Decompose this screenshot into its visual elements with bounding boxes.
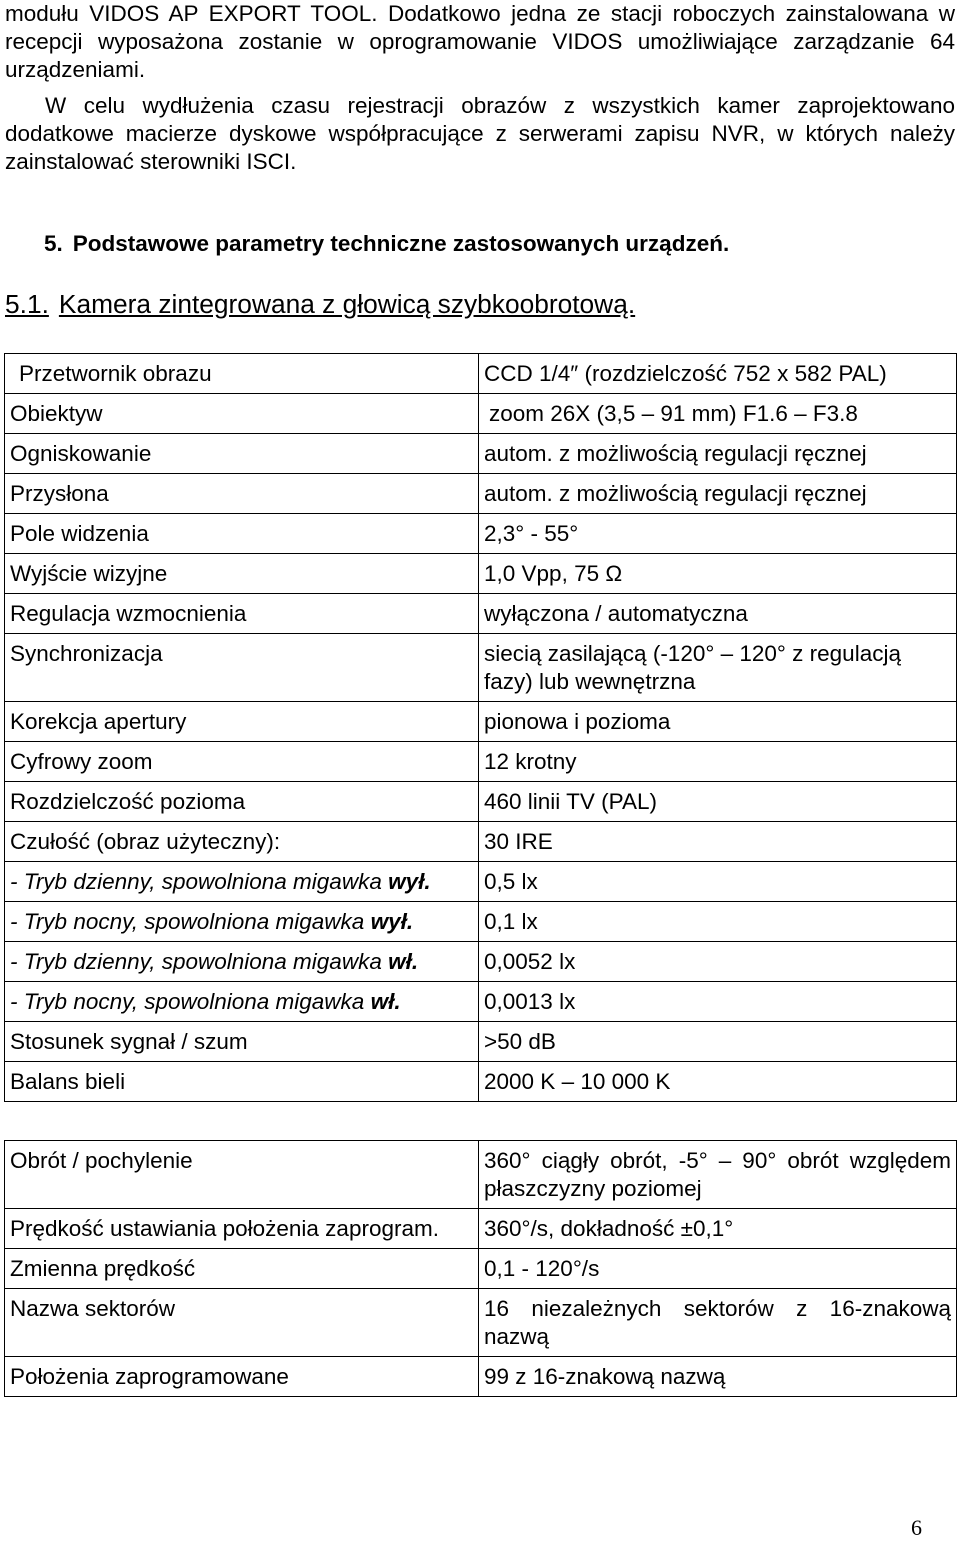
spec-label: Rozdzielczość pozioma — [5, 782, 479, 822]
table-row — [5, 354, 957, 394]
spec-label: Wyjście wizyjne — [5, 554, 479, 594]
table-row — [5, 1062, 957, 1102]
spec-value: 0,1 lx — [479, 902, 957, 942]
table-row — [5, 1141, 957, 1209]
spec-label — [5, 902, 479, 942]
table-row — [5, 1357, 957, 1397]
page-number: 6 — [911, 1515, 922, 1540]
spec-value: CCD 1/4″ (rozdzielczość 752 x 582 PAL) — [479, 354, 957, 394]
spec-value: 30 IRE — [479, 822, 957, 862]
spec-value: 16 niezależnych sektorów z 16-znakową nazwą — [479, 1289, 957, 1357]
spec-label: Prędkość ustawiania położenia zaprogram. — [5, 1209, 479, 1249]
spec-label-bold: wł. — [388, 949, 419, 974]
table-row — [5, 594, 957, 634]
paragraph-storage: W celu wydłużenia czasu rejestracji obrazów z wszystkich kamer zaprojektowano dodatkowe macierze dyskowe współpracujące z serwerami zapisu NVR, w których należy zainstalować sterowniki ISCI. — [5, 93, 955, 174]
spec-value: 2,3° - 55° — [479, 514, 957, 554]
table-row — [5, 1209, 957, 1249]
spec-label-bold: wył. — [388, 869, 431, 894]
spec-label — [5, 982, 479, 1022]
spec-label: Czułość (obraz użyteczny): — [5, 822, 479, 862]
spec-label: Pole widzenia — [5, 514, 479, 554]
table-row — [5, 554, 957, 594]
section-number: 5. — [44, 231, 63, 256]
spec-label-bold: wł. — [370, 989, 401, 1014]
spec-label-text: - Tryb nocny, spowolniona migawka — [10, 989, 371, 1014]
spec-value: autom. z możliwością regulacji ręcznej — [479, 474, 957, 514]
spec-label: Stosunek sygnał / szum — [5, 1022, 479, 1062]
table-row — [5, 902, 957, 942]
table-row — [5, 514, 957, 554]
spec-label: Regulacja wzmocnienia — [5, 594, 479, 634]
table-row — [5, 634, 957, 702]
spec-value: 0,0013 lx — [479, 982, 957, 1022]
spec-label — [5, 862, 479, 902]
spec-value: >50 dB — [479, 1022, 957, 1062]
table-row — [5, 742, 957, 782]
table-row — [5, 474, 957, 514]
spec-label: Przysłona — [5, 474, 479, 514]
spec-label: Przetwornik obrazu — [5, 354, 479, 394]
table-row — [5, 394, 957, 434]
spec-value: 360°/s, dokładność ±0,1° — [479, 1209, 957, 1249]
spec-value: 1,0 Vpp, 75 Ω — [479, 554, 957, 594]
table-row — [5, 1249, 957, 1289]
spec-label — [5, 942, 479, 982]
spec-value: 460 linii TV (PAL) — [479, 782, 957, 822]
table-row — [5, 1289, 957, 1357]
spec-value: 0,1 - 120°/s — [479, 1249, 957, 1289]
spec-value: 0,0052 lx — [479, 942, 957, 982]
table-row — [5, 822, 957, 862]
spec-label-text: - Tryb dzienny, spowolniona migawka — [10, 949, 389, 974]
spec-label: Zmienna prędkość — [5, 1249, 479, 1289]
spec-label: Obrót / pochylenie — [5, 1141, 479, 1209]
section-heading — [44, 230, 729, 258]
subsection-title: Kamera zintegrowana z głowicą szybkoobrotową. — [58, 289, 636, 319]
spec-label: Obiektyw — [5, 394, 479, 434]
spec-label: Położenia zaprogramowane — [5, 1357, 479, 1397]
spec-label-text: - Tryb dzienny, spowolniona migawka — [10, 869, 389, 894]
ptz-spec-table — [4, 1140, 957, 1397]
table-row — [5, 1022, 957, 1062]
spec-label: Synchronizacja — [5, 634, 479, 702]
table-row — [5, 942, 957, 982]
spec-value: autom. z możliwością regulacji ręcznej — [479, 434, 957, 474]
spec-label: Korekcja apertury — [5, 702, 479, 742]
spec-label-text: - Tryb nocny, spowolniona migawka — [10, 909, 371, 934]
subsection-number: 5.1. — [5, 289, 49, 319]
spec-value: 99 z 16-znakową nazwą — [479, 1357, 957, 1397]
table-row — [5, 982, 957, 1022]
camera-spec-table — [4, 353, 957, 1102]
spec-value: zoom 26X (3,5 – 91 mm) F1.6 – F3.8 — [479, 394, 957, 434]
spec-value: 360° ciągły obrót, -5° – 90° obrót względem płaszczyzny poziomej — [479, 1141, 957, 1209]
spec-value: 12 krotny — [479, 742, 957, 782]
spec-label: Cyfrowy zoom — [5, 742, 479, 782]
spec-value: pionowa i pozioma — [479, 702, 957, 742]
subsection-heading — [5, 290, 635, 318]
spec-value: 0,5 lx — [479, 862, 957, 902]
section-title: Podstawowe parametry techniczne zastosowanych urządzeń. — [72, 231, 730, 256]
table-row — [5, 862, 957, 902]
table-row — [5, 702, 957, 742]
spec-label-bold: wył. — [370, 909, 414, 934]
spec-label: Ogniskowanie — [5, 434, 479, 474]
table-row — [5, 434, 957, 474]
table-row — [5, 782, 957, 822]
spec-value: 2000 K – 10 000 K — [479, 1062, 957, 1102]
spec-label: Balans bieli — [5, 1062, 479, 1102]
spec-label: Nazwa sektorów — [5, 1289, 479, 1357]
spec-value: siecią zasilającą (-120° – 120° z regulacją fazy) lub wewnętrzna — [479, 634, 957, 702]
paragraph-intro: modułu VIDOS AP EXPORT TOOL. Dodatkowo jedna ze stacji roboczych zainstalowana w recepcji wyposażona zostanie w oprogramowanie VIDOS umożliwiające zarządzanie 64 urządzeniami. — [5, 1, 955, 82]
spec-value: wyłączona / automatyczna — [479, 594, 957, 634]
